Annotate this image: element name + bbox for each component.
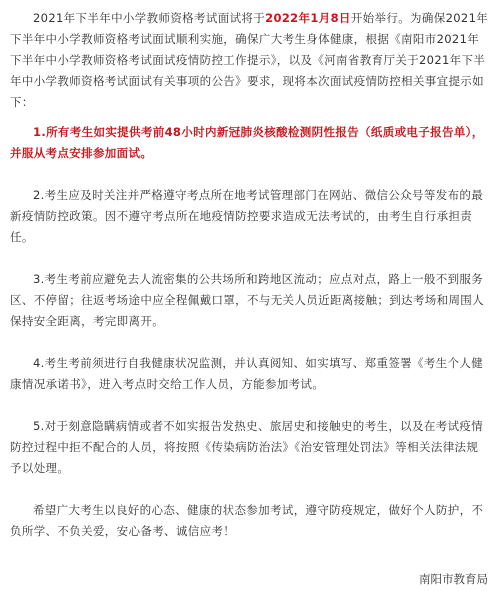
- intro-text-1: 2021年下半年中小学教师资格考试面试将于: [33, 11, 266, 25]
- item-1-text: 1.所有考生如实提供考前48小时内新冠肺炎核酸检测阴性报告（纸质或电子报告单），并服从考点安排参加面试。: [10, 125, 484, 160]
- exam-date: 2022年1月8日: [265, 11, 351, 25]
- item-1-paragraph: [10, 122, 490, 164]
- item-5-paragraph: [10, 416, 490, 479]
- intro-text-2: 开始举行。为确保2021年下半年中小学教师资格考试面试顺利实施，确保广大考生身体健康，根据《南阳市2021年下半年中小学教师资格考试面试疫情防控工作提示》，以及《河南省教育厅关于2021年下半年中小学教师资格考试面试有关事项的公告》要求，现将本次面试疫情防控相关事宜提示如下：: [10, 11, 489, 109]
- intro-paragraph: [10, 8, 490, 113]
- item-4-paragraph: [10, 353, 490, 395]
- signature: 南阳市教育局: [419, 572, 488, 586]
- item-5-text: 5.对于刻意隐瞒病情或者不如实报告发热史、旅居史和接触史的考生，以及在考试疫情防控过程中拒不配合的人员，将按照《传染病防治法》《治安管理处罚法》等相关法律法规予以处理。: [10, 419, 484, 475]
- item-2-text: 2.考生应及时关注并严格遵守考点所在地考试管理部门在网站、微信公众号等发布的最新疫情防控政策。因不遵守考点所在地疫情防控要求造成无法考试的，由考生自行承担责任。: [10, 188, 484, 244]
- item-2-paragraph: [10, 185, 490, 248]
- item-3-text: 3.考生考前应避免去人流密集的公共场所和跨地区流动；应点对点，路上一般不到服务区、不停留；往返考场途中应全程佩戴口罩，不与无关人员近距离接触；到达考场和周围人保持安全距离，考完即离开。: [10, 272, 484, 328]
- item-4-text: 4.考生考前须进行自我健康状况监测，并认真阅知、如实填写、郑重签署《考生个人健康情况承诺书》，进入考点时交给工作人员，方能参加考试。: [10, 356, 484, 391]
- closing-paragraph: 希望广大考生以良好的心态、健康的状态参加考试，遵守防疫规定，做好个人防护，不负所学、不负关爱，安心备考、诚信应考！: [10, 503, 484, 538]
- item-3-paragraph: [10, 269, 490, 332]
